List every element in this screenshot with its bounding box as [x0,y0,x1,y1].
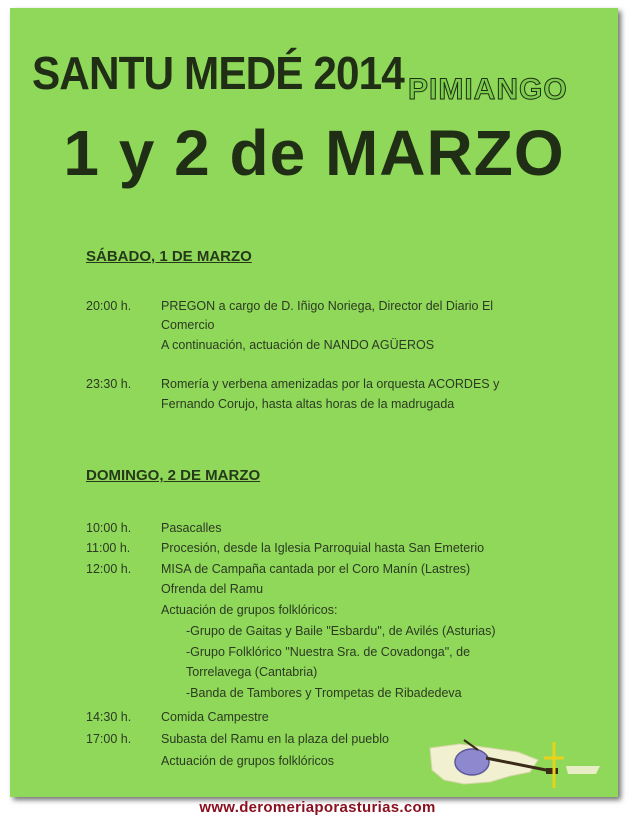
poster-place: PIMIANGO [408,73,568,106]
event-time: 17:00 h. [86,732,132,746]
event-line: A continuación, actuación de NANDO AGÜEROS [161,338,435,352]
event-time: 20:00 h. [86,299,132,313]
event-line: Pasacalles [161,521,222,535]
event-line: Ofrenda del Ramu [161,582,264,596]
event-time: 14:30 h. [86,710,132,724]
saturday-heading: SÁBADO, 1 DE MARZO [86,248,252,265]
group-line: -Grupo Folklórico "Nuestra Sra. de Covadonga", de [186,645,471,659]
event-time: 12:00 h. [86,562,132,576]
event-line: Subasta del Ramu en la plaza del pueblo [161,732,389,746]
asturias-bagpipe-logo [420,736,606,796]
poster-title: SANTU MEDÉ 2014 [32,47,404,99]
poster-dates: 1 y 2 de MARZO [63,117,565,189]
website-url[interactable]: www.deromeriaporasturias.com [199,799,436,816]
event-line: Comida Campestre [161,710,269,724]
group-line: -Banda de Tambores y Trompetas de Ribadedeva [186,686,462,700]
group-line: Torrelavega (Cantabria) [186,665,318,679]
sunday-heading: DOMINGO, 2 DE MARZO [86,467,261,484]
group-line: -Grupo de Gaitas y Baile "Esbardu", de Avilés (Asturias) [186,624,496,638]
event-line: Actuación de grupos folklóricos [161,754,335,768]
event-time: 11:00 h. [86,541,131,555]
event-line: Romería y verbena amenizadas por la orquesta ACORDES y [161,377,500,391]
event-line: PREGON a cargo de D. Iñigo Noriega, Director del Diario El [161,299,494,313]
event-line: Comercio [161,318,215,332]
event-line: MISA de Campaña cantada por el Coro Manín (Lastres) [161,562,471,576]
event-line: Procesión, desde la Iglesia Parroquial hasta San Emeterio [161,541,485,555]
event-line: Fernando Corujo, hasta altas horas de la madrugada [161,397,455,411]
event-line: Actuación de grupos folklóricos: [161,603,338,617]
poster [10,8,618,797]
event-time: 23:30 h. [86,377,132,391]
event-time: 10:00 h. [86,521,132,535]
